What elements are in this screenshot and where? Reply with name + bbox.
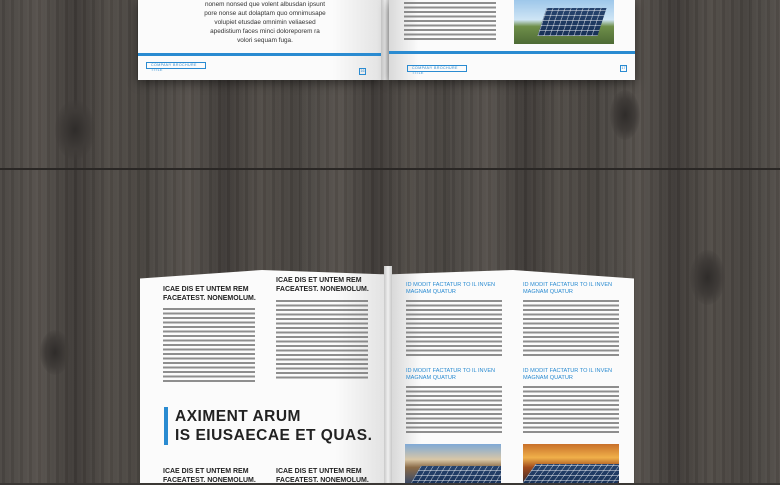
- subheading: ID MODIT FACTATUR TO IL INVEN MAGNAM QUATUR: [406, 282, 496, 295]
- page-number-text: 17: [621, 66, 626, 70]
- subheading: ID MODIT FACTATUR TO IL INVEN MAGNAM QUATUR: [406, 368, 496, 381]
- subheading: ID MODIT FACTATUR TO IL INVEN MAGNAM QUATUR: [523, 368, 613, 381]
- quote-line: apedistium faces minci doloreporem ra: [210, 28, 320, 35]
- right-footer: [407, 65, 467, 75]
- body-text: [523, 300, 619, 356]
- section-heading: ICAE DIS ET UNTEM REM FACEATEST. NONEMOLUM.: [276, 277, 369, 293]
- wood-knot: [690, 250, 725, 305]
- solar-panel-array: [523, 464, 619, 483]
- quote-line: volupiet etusdae omnimin veliaesed: [214, 19, 316, 26]
- quote-line: pore nonse aut dolaptam quo omnimusape: [204, 10, 326, 17]
- wood-knot: [55, 100, 95, 160]
- body-text: [163, 308, 255, 384]
- top-quote: [195, 0, 335, 45]
- body-text: [276, 300, 368, 380]
- section-heading: ICAE DIS ET UNTEM REM FACEATEST. NONEMOLUM.: [163, 468, 256, 484]
- page-number: [359, 68, 366, 75]
- section-heading: ICAE DIS ET UNTEM REM FACEATEST. NONEMOLUM.: [163, 286, 256, 302]
- sunset-solar-photo: [523, 444, 619, 483]
- solar-panel-photo: [514, 0, 614, 44]
- top-left-page: [138, 0, 381, 80]
- wood-knot: [40, 330, 70, 375]
- solar-panel-array: [537, 8, 606, 36]
- solar-panel-array: [409, 466, 501, 483]
- body-text: [523, 386, 619, 434]
- page-number: [620, 65, 627, 72]
- bottom-spine: [384, 266, 392, 483]
- top-spine: [381, 0, 389, 80]
- left-footer: [146, 62, 206, 72]
- section-heading: ICAE DIS ET UNTEM REM FACEATEST. NONEMOLUM.: [276, 468, 369, 484]
- body-text: [404, 2, 496, 42]
- footer-title: COMPANY BROCHURE TITLE: [151, 63, 197, 72]
- title-accent-bar: [164, 407, 168, 445]
- body-text: [406, 300, 502, 356]
- accent-stripe: [138, 53, 381, 56]
- wood-knot: [610, 90, 640, 140]
- feature-title-line: AXIMENT ARUM: [175, 408, 301, 425]
- body-text: [406, 386, 502, 434]
- feature-title-line: IS EIUSAECAE ET QUAS.: [175, 427, 373, 444]
- solar-field-photo: [405, 444, 501, 483]
- page-number-text: 16: [360, 69, 365, 73]
- footer-title: COMPANY BROCHURE TITLE: [412, 66, 458, 75]
- feature-title: [175, 407, 372, 445]
- quote-line: nonem nonsed que volent albusdan ipsunt: [204, 1, 326, 8]
- accent-stripe: [389, 51, 635, 54]
- subheading: ID MODIT FACTATUR TO IL INVEN MAGNAM QUATUR: [523, 282, 613, 295]
- quote-line: volori sequam fuga.: [237, 37, 293, 44]
- top-right-page: [389, 0, 635, 80]
